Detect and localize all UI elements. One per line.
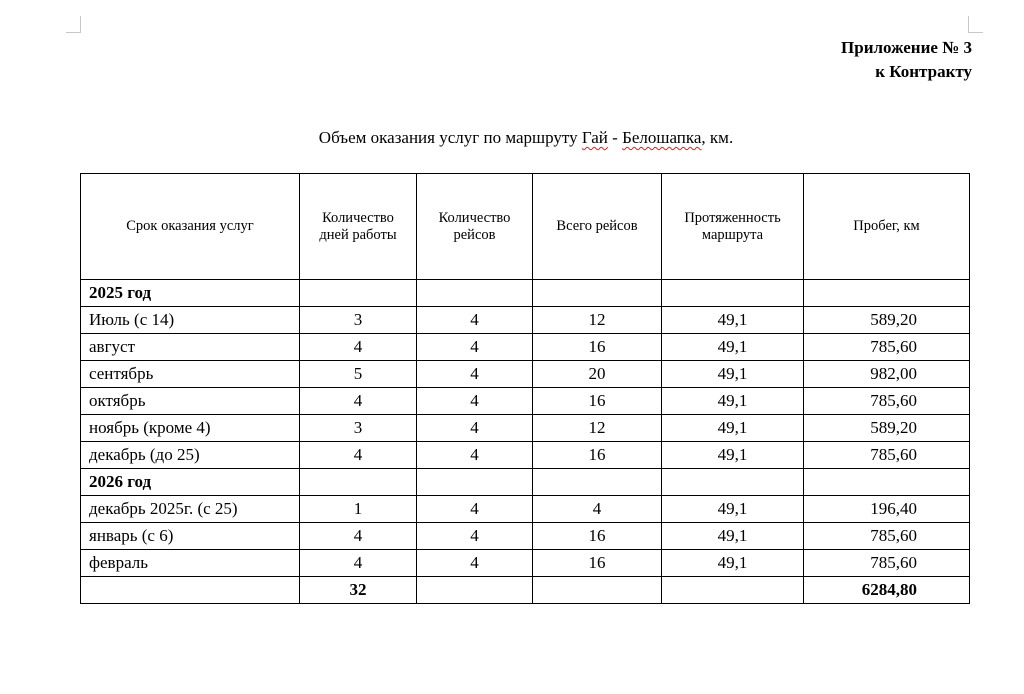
period-cell: ноябрь (кроме 4)	[81, 415, 300, 442]
route-length-cell: 49,1	[662, 388, 804, 415]
period-cell: сентябрь	[81, 361, 300, 388]
title-dash: -	[607, 128, 623, 147]
title-suffix: , км.	[701, 128, 734, 147]
days-cell: 4	[300, 388, 417, 415]
total-trips-cell: 16	[533, 442, 662, 469]
days-cell: 3	[300, 415, 417, 442]
year-row-2025	[81, 280, 970, 307]
route-length-cell: 49,1	[662, 334, 804, 361]
table-row	[81, 523, 970, 550]
empty-cell	[804, 280, 970, 307]
route-length-cell: 49,1	[662, 523, 804, 550]
trips-cell: 4	[417, 415, 533, 442]
empty-cell	[804, 469, 970, 496]
title-word-gai: Гай	[581, 128, 608, 147]
trips-cell: 4	[417, 361, 533, 388]
empty-cell	[533, 280, 662, 307]
empty-cell	[662, 280, 804, 307]
days-cell: 1	[300, 496, 417, 523]
title-word-beloshapka: Белошапка	[622, 128, 702, 147]
period-cell: февраль	[81, 550, 300, 577]
trips-cell: 4	[417, 550, 533, 577]
period-cell: январь (с 6)	[81, 523, 300, 550]
mileage-cell: 785,60	[804, 442, 970, 469]
mileage-cell: 982,00	[804, 361, 970, 388]
total-trips-cell: 16	[533, 388, 662, 415]
mileage-cell: 589,20	[804, 415, 970, 442]
appendix-number: Приложение № 3	[841, 38, 972, 57]
document-title	[0, 128, 1024, 148]
totals-row	[81, 577, 970, 604]
table-row	[81, 388, 970, 415]
page-corner-mark-left	[66, 16, 81, 33]
trips-cell: 4	[417, 307, 533, 334]
period-cell: Июль (с 14)	[81, 307, 300, 334]
year-label: 2025 год	[81, 280, 300, 307]
route-length-cell: 49,1	[662, 415, 804, 442]
period-cell: октябрь	[81, 388, 300, 415]
header-period: Срок оказания услуг	[81, 174, 300, 280]
trips-cell: 4	[417, 334, 533, 361]
trips-cell: 4	[417, 496, 533, 523]
empty-cell	[417, 469, 533, 496]
route-length-cell: 49,1	[662, 361, 804, 388]
trips-cell: 4	[417, 388, 533, 415]
header-work-days: Количество дней работы	[300, 174, 417, 280]
mileage-cell: 785,60	[804, 550, 970, 577]
days-cell: 4	[300, 442, 417, 469]
table-row	[81, 442, 970, 469]
route-length-cell: 49,1	[662, 496, 804, 523]
total-trips-cell: 4	[533, 496, 662, 523]
route-length-cell: 49,1	[662, 550, 804, 577]
total-trips-cell: 16	[533, 334, 662, 361]
route-length-cell: 49,1	[662, 442, 804, 469]
period-cell: август	[81, 334, 300, 361]
trips-cell: 4	[417, 523, 533, 550]
header-mileage: Пробег, км	[804, 174, 970, 280]
trips-cell: 4	[417, 442, 533, 469]
title-prefix: Объем оказания услуг по маршруту	[318, 128, 582, 147]
days-cell: 3	[300, 307, 417, 334]
appendix-contract-ref: к Контракту	[875, 62, 972, 81]
period-cell: декабрь 2025г. (с 25)	[81, 496, 300, 523]
empty-cell	[662, 469, 804, 496]
total-trips-cell: 12	[533, 307, 662, 334]
days-cell: 4	[300, 523, 417, 550]
empty-cell	[533, 577, 662, 604]
table-row	[81, 361, 970, 388]
empty-cell	[662, 577, 804, 604]
table-row	[81, 415, 970, 442]
page-corner-mark-right	[968, 16, 983, 33]
appendix-header	[841, 36, 972, 84]
table-row	[81, 496, 970, 523]
days-cell: 5	[300, 361, 417, 388]
year-label: 2026 год	[81, 469, 300, 496]
table-row	[81, 550, 970, 577]
total-mileage-cell: 6284,80	[804, 577, 970, 604]
mileage-cell: 785,60	[804, 334, 970, 361]
empty-cell	[81, 577, 300, 604]
total-trips-cell: 12	[533, 415, 662, 442]
header-total-trips: Всего рейсов	[533, 174, 662, 280]
total-trips-cell: 20	[533, 361, 662, 388]
period-cell: декабрь (до 25)	[81, 442, 300, 469]
services-table	[80, 173, 970, 604]
header-route-length: Протяженность маршрута	[662, 174, 804, 280]
table-row	[81, 307, 970, 334]
mileage-cell: 589,20	[804, 307, 970, 334]
empty-cell	[300, 280, 417, 307]
total-trips-cell: 16	[533, 523, 662, 550]
route-length-cell: 49,1	[662, 307, 804, 334]
year-row-2026	[81, 469, 970, 496]
empty-cell	[417, 577, 533, 604]
days-cell: 4	[300, 550, 417, 577]
mileage-cell: 785,60	[804, 523, 970, 550]
empty-cell	[533, 469, 662, 496]
mileage-cell: 785,60	[804, 388, 970, 415]
empty-cell	[417, 280, 533, 307]
total-trips-cell: 16	[533, 550, 662, 577]
total-days-cell: 32	[300, 577, 417, 604]
empty-cell	[300, 469, 417, 496]
table-header-row	[81, 174, 970, 280]
header-trips-count: Количество рейсов	[417, 174, 533, 280]
table-row	[81, 334, 970, 361]
mileage-cell: 196,40	[804, 496, 970, 523]
days-cell: 4	[300, 334, 417, 361]
